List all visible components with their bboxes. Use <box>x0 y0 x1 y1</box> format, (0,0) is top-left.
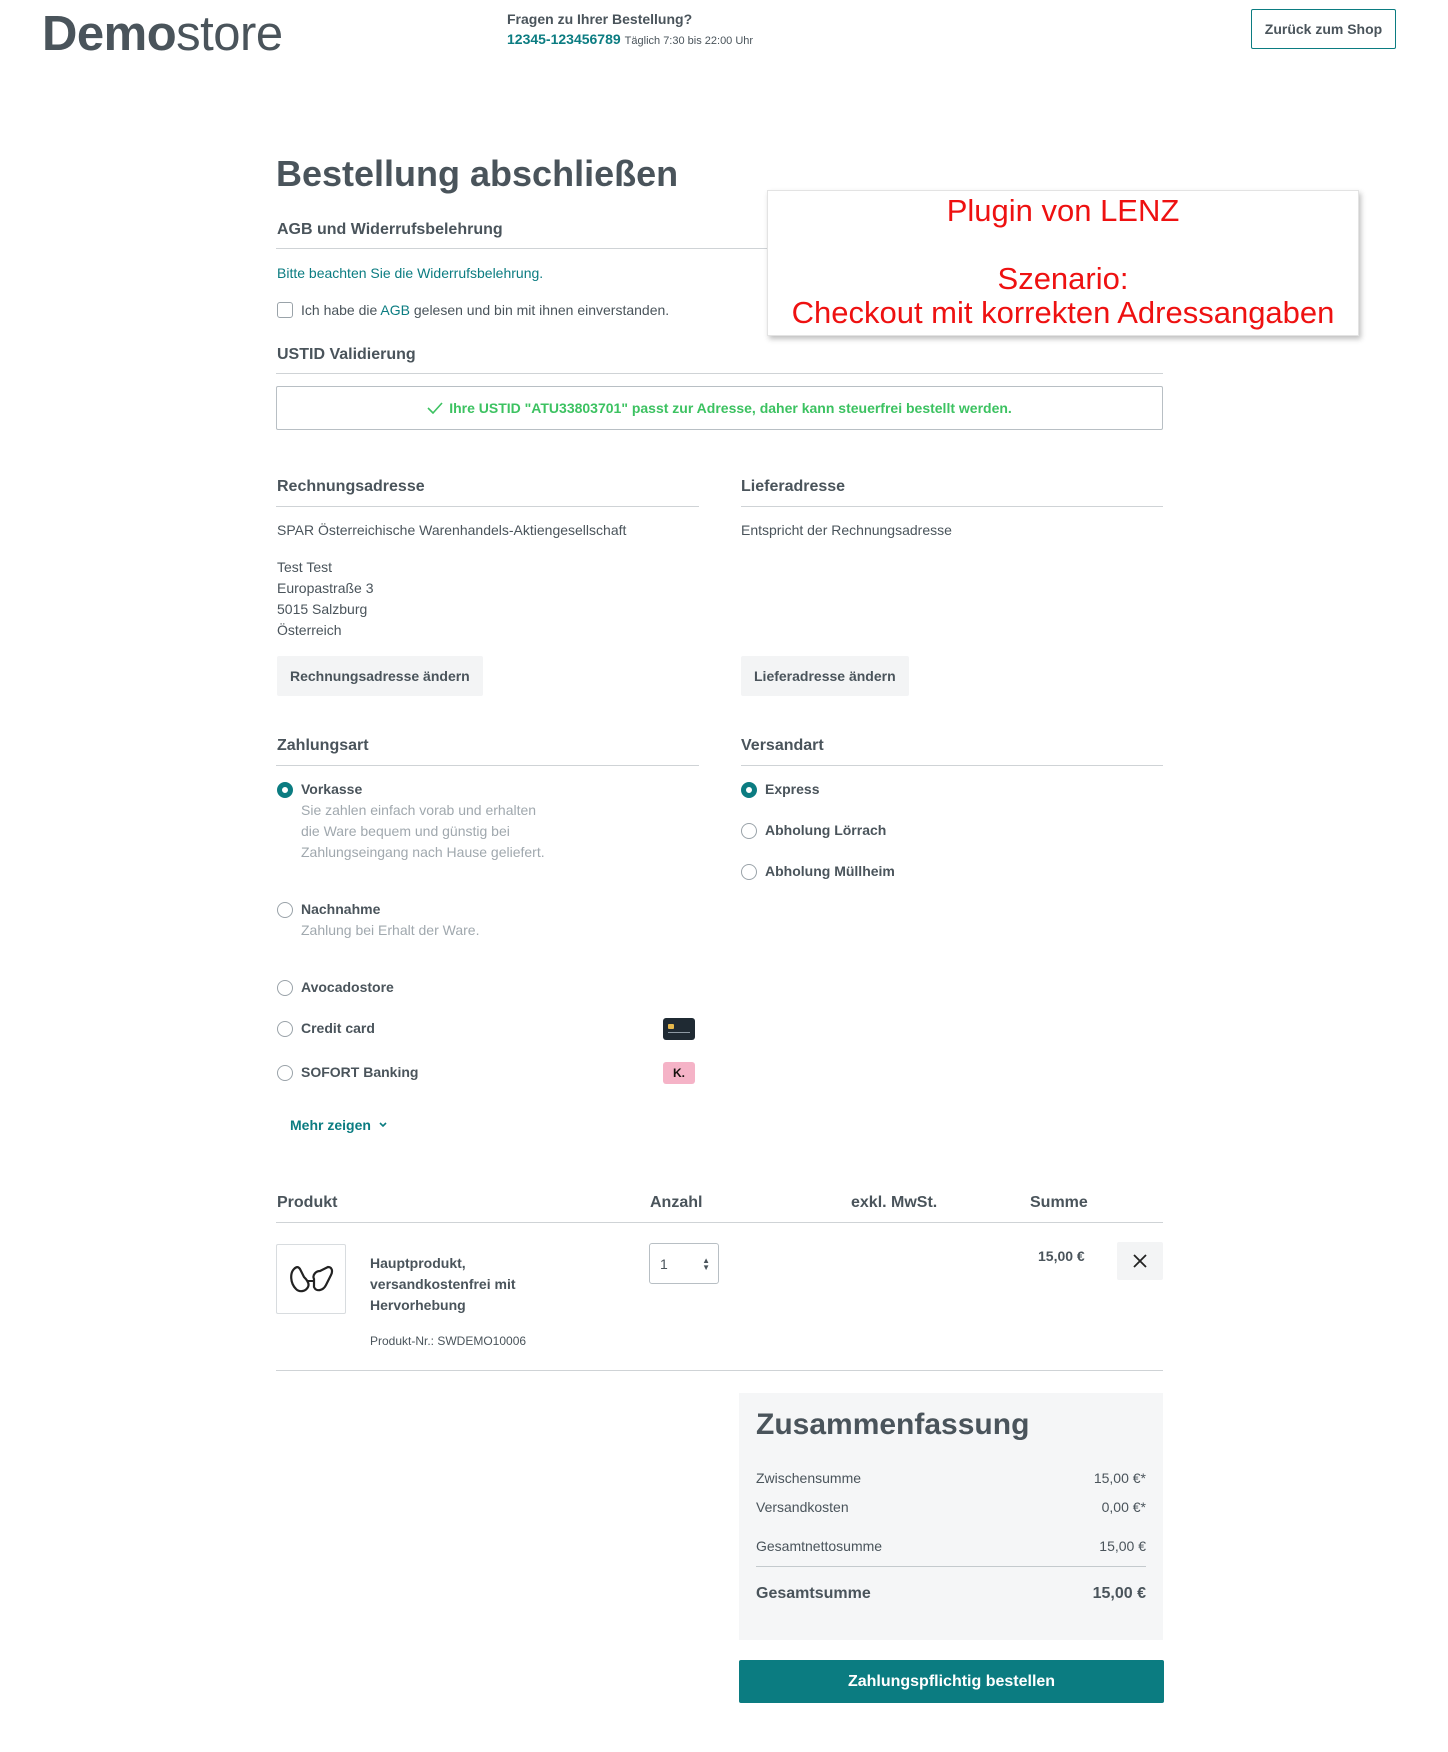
billing-name: Test Test <box>277 559 332 575</box>
shipping-radio-muellheim[interactable] <box>741 864 757 880</box>
order-summary <box>739 1393 1163 1640</box>
payment-label-avocadostore[interactable]: Avocadostore <box>301 979 394 995</box>
change-billing-address-button[interactable]: Rechnungsadresse ändern <box>277 656 483 696</box>
show-more-link[interactable] <box>290 1117 388 1133</box>
billing-company: SPAR Österreichische Warenhandels-Aktiengesellschaft <box>277 522 627 538</box>
annotation-line-3: Checkout mit korrekten Adressangaben <box>791 295 1335 330</box>
shipping-radio-loerrach[interactable] <box>741 823 757 839</box>
credit-card-icon <box>663 1018 695 1040</box>
payment-radio-sofort[interactable] <box>277 1065 293 1081</box>
product-name-line: versandkostenfrei mit <box>370 1276 516 1292</box>
payment-radio-nachnahme[interactable] <box>277 902 293 918</box>
payment-label-nachnahme[interactable]: Nachnahme <box>301 901 381 917</box>
logo-light: store <box>176 7 283 61</box>
billing-country: Österreich <box>277 622 342 638</box>
billing-heading: Rechnungsadresse <box>277 478 425 495</box>
shipping-method-divider <box>741 765 1163 766</box>
payment-label-sofort[interactable]: SOFORT Banking <box>301 1064 419 1080</box>
summary-divider <box>756 1566 1146 1567</box>
subtotal-label: Zwischensumme <box>756 1470 862 1486</box>
billing-street: Europastraße 3 <box>277 580 374 596</box>
payment-desc-line: die Ware bequem und günstig bei <box>301 823 510 839</box>
quantity-value: 1 <box>660 1255 668 1272</box>
scenario-annotation <box>767 190 1359 336</box>
payment-divider <box>276 765 699 766</box>
col-header-sum: Summe <box>1030 1194 1088 1211</box>
billing-city: 5015 Salzburg <box>277 601 368 617</box>
shipping-method-heading: Versandart <box>741 737 824 754</box>
annotation-line-1: Plugin von LENZ <box>946 193 1180 228</box>
page-title: Bestellung abschließen <box>276 153 679 194</box>
ustid-status-alert <box>276 386 1163 430</box>
summary-title: Zusammenfassung <box>756 1408 1030 1441</box>
shipping-label-muellheim[interactable]: Abholung Müllheim <box>765 863 895 879</box>
change-shipping-address-button[interactable]: Lieferadresse ändern <box>741 656 909 696</box>
klarna-icon: K. <box>663 1062 695 1084</box>
payment-desc-line: Sie zahlen einfach vorab und erhalten <box>301 802 537 818</box>
net-total-label: Gesamtnettosumme <box>756 1538 883 1554</box>
product-name-line: Hervorhebung <box>370 1297 466 1313</box>
hotline-number[interactable]: 12345-123456789 <box>507 31 621 47</box>
payment-radio-vorkasse[interactable] <box>277 782 293 798</box>
shipping-label-express[interactable]: Express <box>765 781 820 797</box>
back-to-shop-button[interactable]: Zurück zum Shop <box>1251 9 1396 49</box>
chevron-down-icon <box>378 1121 388 1129</box>
hotline-hours: Täglich 7:30 bis 22:00 Uhr <box>624 35 754 47</box>
shipping-address-heading: Lieferadresse <box>741 478 846 495</box>
item-sum: 15,00 € <box>1038 1248 1085 1264</box>
checkmark-icon <box>427 402 443 414</box>
shipping-radio-express[interactable] <box>741 782 757 798</box>
payment-radio-avocadostore[interactable] <box>277 980 293 996</box>
quantity-select[interactable] <box>649 1243 719 1284</box>
cart-item-divider <box>276 1370 1163 1371</box>
hotline-question: Fragen zu Ihrer Bestellung? <box>507 11 693 27</box>
shipping-address-divider <box>741 506 1163 507</box>
grand-total-value: 15,00 € <box>1092 1585 1146 1602</box>
subtotal-value: 15,00 €* <box>1093 1470 1146 1486</box>
close-icon <box>1132 1253 1148 1269</box>
ustid-divider <box>276 373 1163 374</box>
product-name-line: Hauptprodukt, <box>370 1255 466 1271</box>
hotline <box>507 31 753 47</box>
store-logo[interactable] <box>42 4 283 64</box>
shipping-address-text: Entspricht der Rechnungsadresse <box>741 522 952 538</box>
agb-link[interactable]: AGB <box>380 302 410 318</box>
product-image[interactable] <box>276 1244 346 1314</box>
col-header-net-price: exkl. MwSt. <box>851 1194 938 1211</box>
cart-header-divider <box>276 1222 1163 1223</box>
remove-item-button[interactable] <box>1117 1242 1163 1280</box>
grand-total-label: Gesamtsumme <box>756 1585 871 1602</box>
revocation-link[interactable]: Bitte beachten Sie die Widerrufsbelehrung. <box>277 265 544 281</box>
annotation-line-2: Szenario: <box>997 261 1129 296</box>
ustid-message: Ihre USTID "ATU33803701" passt zur Adresse, daher kann steuerfrei bestellt werden. <box>449 400 1012 416</box>
logo-bold: Demo <box>42 7 177 61</box>
payment-desc-vorkasse <box>301 800 545 863</box>
shipping-costs-value: 0,00 €* <box>1101 1499 1146 1515</box>
payment-heading: Zahlungsart <box>277 737 369 754</box>
place-order-button[interactable]: Zahlungspflichtig bestellen <box>739 1660 1164 1703</box>
show-more-label: Mehr zeigen <box>290 1117 371 1133</box>
agb-checkbox[interactable] <box>277 302 293 318</box>
payment-radio-credit-card[interactable] <box>277 1021 293 1037</box>
col-header-product: Produkt <box>277 1194 338 1211</box>
payment-desc-nachnahme: Zahlung bei Erhalt der Ware. <box>301 922 480 938</box>
net-total-value: 15,00 € <box>1099 1538 1146 1554</box>
agb-text-after: gelesen und bin mit ihnen einverstanden. <box>409 302 670 318</box>
annotation-spacer <box>768 228 1358 262</box>
billing-divider <box>276 506 699 507</box>
agb-text-before: Ich habe die <box>301 302 381 318</box>
agb-checkbox-label <box>301 302 669 318</box>
payment-desc-line: Zahlungseingang nach Hause geliefert. <box>301 844 545 860</box>
shipping-label-loerrach[interactable]: Abholung Lörrach <box>765 822 887 838</box>
product-number: Produkt-Nr.: SWDEMO10006 <box>370 1334 527 1348</box>
terms-heading: AGB und Widerrufsbelehrung <box>277 221 503 238</box>
mittens-icon <box>286 1259 336 1299</box>
payment-label-credit-card[interactable]: Credit card <box>301 1020 375 1036</box>
select-arrows-icon: ▲ ▼ <box>702 1256 710 1272</box>
col-header-quantity: Anzahl <box>650 1194 703 1211</box>
product-name[interactable] <box>370 1253 516 1316</box>
shipping-costs-label: Versandkosten <box>756 1499 849 1515</box>
payment-label-vorkasse[interactable]: Vorkasse <box>301 781 363 797</box>
ustid-heading: USTID Validierung <box>277 346 416 363</box>
